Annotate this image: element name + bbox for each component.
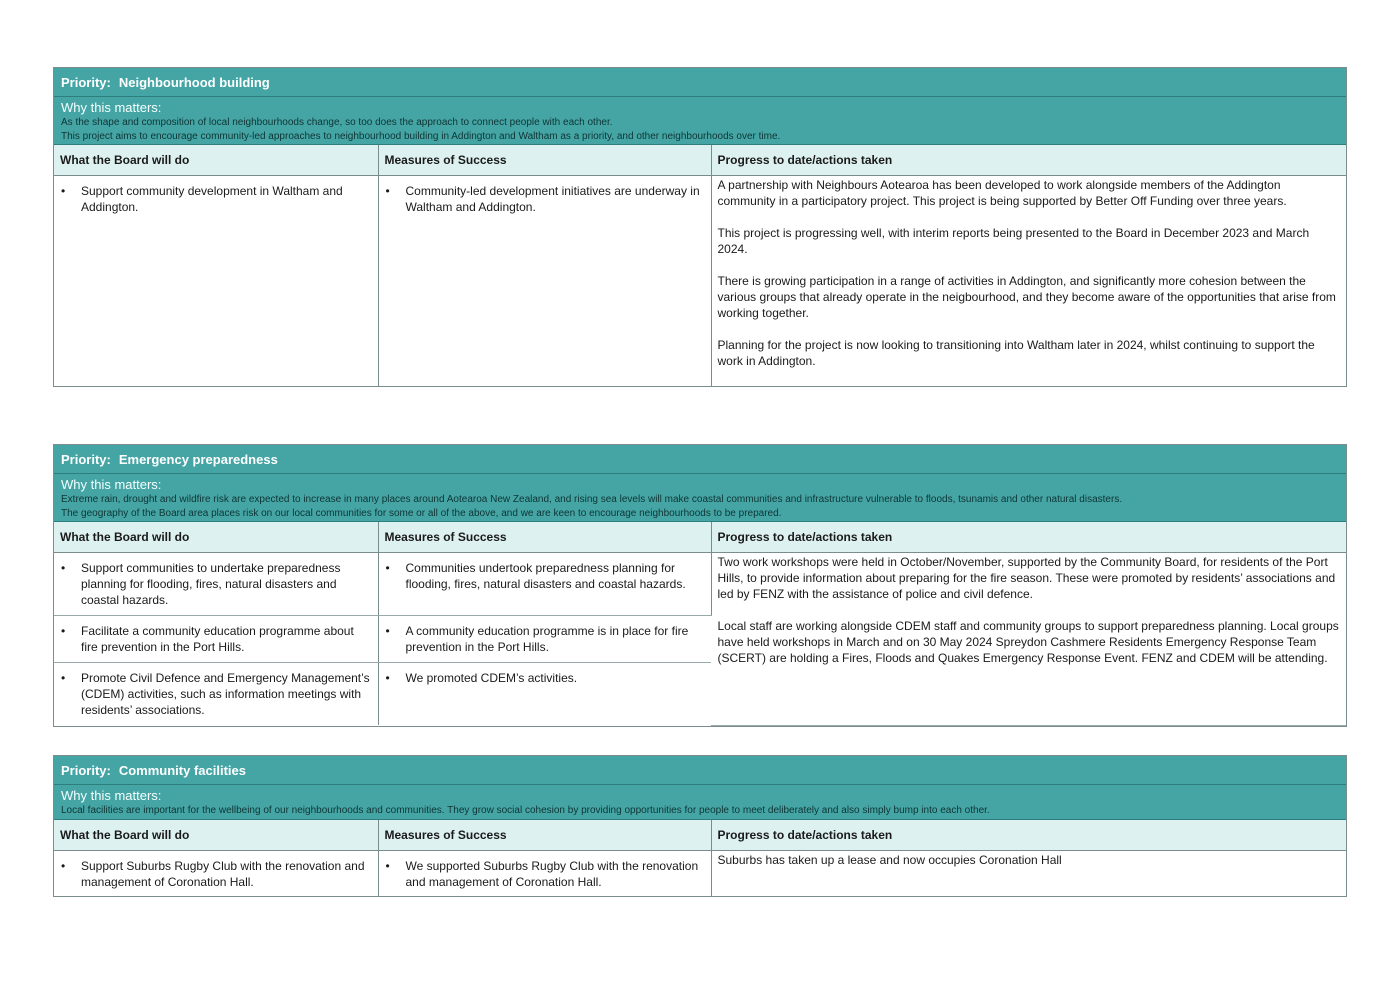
measure-cell (378, 175, 711, 386)
table-header-row (54, 522, 1346, 552)
progress-paragraph: Suburbs has taken up a lease and now occupies Coronation Hall (717, 852, 1062, 867)
why-line: Local facilities are important for the wellbeing of our neighbourhoods and communities. They grow social cohesion by providing opportunities for people to meet deliberately and also simply bump into each other. (61, 805, 990, 816)
priority-header (54, 756, 1346, 785)
why-line: Extreme rain, drought and wildfire risk are expected to increase in many places around Aotearoa New Zealand, and rising sea levels will make coastal communities and infrastructure vulnerable to floods, tsunamis and other natural disasters. (61, 494, 1123, 505)
column-header-measures: Measures of Success (378, 145, 711, 175)
why-this-matters (54, 785, 1346, 820)
bullet-glyph: • (385, 623, 390, 638)
board-will-do-text: Support communities to undertake preparedness planning for flooding, fires, natural disasters and coastal hazards. (81, 560, 341, 607)
priority-block-community-facilities (53, 755, 1347, 897)
table-row (54, 552, 1346, 615)
measure-cell (378, 552, 711, 615)
table-row (54, 175, 1346, 386)
measure-text: Community-led development initiatives are underway in Waltham and Addington. (405, 183, 700, 214)
board-will-do-cell (54, 850, 378, 896)
measure-text: We supported Suburbs Rugby Club with the renovation and management of Coronation Hall. (405, 858, 699, 889)
priority-title: Neighbourhood building (118, 74, 270, 90)
measure-cell (378, 615, 711, 662)
priority-header (54, 445, 1346, 474)
why-line: The geography of the Board area places risk on our local communities for some or all of the above, and we are keen to encourage neighbourhoods to be prepared. (61, 508, 782, 519)
board-will-do-cell (54, 662, 378, 725)
progress-cell (711, 552, 1346, 725)
measure-cell (378, 662, 711, 725)
progress-paragraph: This project is progressing well, with interim reports being presented to the Board in December 2023 and March 2024. (717, 225, 1310, 256)
priority-header (54, 68, 1346, 97)
priority-label: Priority: (61, 74, 111, 90)
table-row (54, 850, 1346, 896)
table-header-row (54, 145, 1346, 175)
progress-paragraph: Two work workshops were held in October/November, supported by the Community Board, for residents of the Port Hills, to provide information about preparing for the fire season. These were promoted by residents’ associations and led by FENZ with the assistance of police and civil defence. (717, 554, 1336, 601)
board-will-do-cell (54, 615, 378, 662)
bullet-glyph: • (61, 560, 66, 575)
board-will-do-text: Support community development in Waltham and Addington. (81, 183, 343, 214)
priority-block-emergency-preparedness (53, 444, 1347, 727)
column-header-board-will-do: What the Board will do (54, 820, 378, 850)
why-title: Why this matters: (61, 100, 162, 115)
board-will-do-text: Promote Civil Defence and Emergency Management’s (CDEM) activities, such as information meetings with residents’ associations. (81, 670, 370, 717)
bullet-glyph: • (61, 183, 66, 198)
bullet-glyph: • (385, 183, 390, 198)
priority-table (54, 820, 1346, 896)
bullet-glyph: • (61, 858, 66, 873)
priority-table (54, 145, 1346, 386)
measure-text: Communities undertook preparedness planning for flooding, fires, natural disasters and coastal hazards. (405, 560, 686, 591)
progress-paragraph: There is growing participation in a range of activities in Addington, and significantly more cohesion between the various groups that already operate in the neigbourhood, and they become aware of the opportunities that arise from working together. (717, 273, 1336, 320)
priority-label: Priority: (61, 762, 111, 778)
priority-title: Emergency preparedness (118, 451, 278, 467)
board-will-do-cell (54, 552, 378, 615)
why-title: Why this matters: (61, 477, 162, 492)
measure-text: We promoted CDEM’s activities. (405, 670, 578, 685)
bullet-glyph: • (61, 623, 66, 638)
bullet-glyph: • (385, 670, 390, 685)
progress-cell (711, 175, 1346, 386)
priority-title: Community facilities (118, 762, 246, 778)
why-line: This project aims to encourage community-led approaches to neighbourhood building in Addington and Waltham as a priority, and other neighbourhoods over time. (61, 131, 781, 142)
bullet-glyph: • (385, 858, 390, 873)
column-header-board-will-do: What the Board will do (54, 145, 378, 175)
priority-label: Priority: (61, 451, 111, 467)
measure-text: A community education programme is in place for fire prevention in the Port Hills. (405, 623, 689, 654)
why-title: Why this matters: (61, 788, 162, 803)
bullet-glyph: • (385, 560, 390, 575)
progress-paragraph: Planning for the project is now looking to transitioning into Waltham later in 2024, whilst continuing to support the work in Addington. (717, 337, 1315, 368)
why-this-matters (54, 474, 1346, 522)
column-header-measures: Measures of Success (378, 522, 711, 552)
priority-block-neighbourhood-building (53, 67, 1347, 387)
table-header-row (54, 820, 1346, 850)
board-will-do-text: Support Suburbs Rugby Club with the renovation and management of Coronation Hall. (81, 858, 365, 889)
priority-table (54, 522, 1346, 726)
column-header-measures: Measures of Success (378, 820, 711, 850)
column-header-progress: Progress to date/actions taken (711, 145, 1346, 175)
bullet-glyph: • (61, 670, 66, 685)
why-this-matters (54, 97, 1346, 145)
column-header-progress: Progress to date/actions taken (711, 522, 1346, 552)
measure-cell (378, 850, 711, 896)
progress-paragraph: A partnership with Neighbours Aotearoa has been developed to work alongside members of the Addington community in a participatory project. This project is being supported by Better Off Funding over three years. (717, 177, 1287, 208)
progress-paragraph: Local staff are working alongside CDEM staff and community groups to support preparedness planning. Local groups have held workshops in March and on 30 May 2024 Spreydon Cashmere Residents Emergency Response Team (SCERT) are holding a Fires, Floods and Quakes Emergency Response Event. FENZ and CDEM will be attending. (717, 618, 1339, 665)
board-will-do-cell (54, 175, 378, 386)
progress-cell (711, 850, 1346, 896)
column-header-progress: Progress to date/actions taken (711, 820, 1346, 850)
board-will-do-text: Facilitate a community education programme about fire prevention in the Port Hills. (81, 623, 354, 654)
column-header-board-will-do: What the Board will do (54, 522, 378, 552)
why-line: As the shape and composition of local neighbourhoods change, so too does the approach to connect people with each other. (61, 117, 613, 128)
